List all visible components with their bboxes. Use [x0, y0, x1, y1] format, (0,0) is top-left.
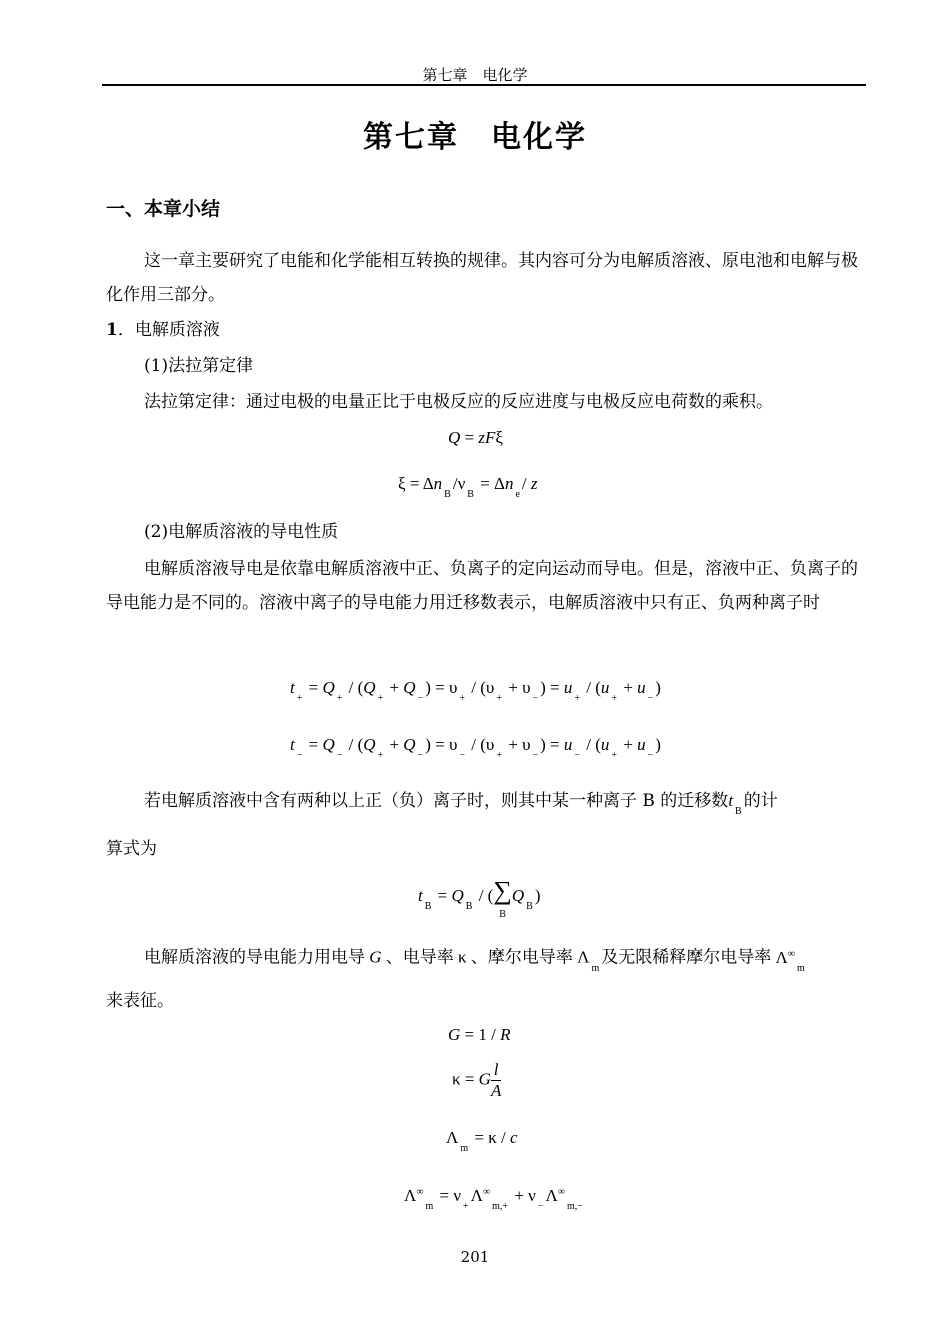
page-number: 201	[460, 1248, 490, 1266]
subsection-title-text: 电解质溶液	[134, 320, 220, 340]
equation-conductance: G = 1 / R	[448, 1025, 511, 1044]
conduction-paragraph: 电解质溶液导电是依靠电解质溶液中正、负离子的定向运动而导电。但是，溶液中正、负离子的导电能力是不同的。溶液中离子的导电能力用迁移数表示，电解质溶液中只有正、负两种离子时	[106, 559, 858, 613]
multi-ion-text-cont: 算式为	[106, 839, 157, 859]
header-rule	[102, 84, 866, 86]
conductance-text-a: 电解质溶液的导电能力用电导	[144, 947, 365, 968]
equation-t-plus: $t_+ = Q_+ / (Q_+ + Q_-) = \upsilon_+ / (\upsilon_+ + \upsilon_-) = u_+ / (u_+ + u_-)$	[290, 678, 661, 704]
equation-t-minus: $t_- = Q_- / (Q_+ + Q_-) = \upsilon_- / (\upsilon_+ + \upsilon_-) = u_- / (u_+ + u_-)$	[290, 735, 661, 761]
multi-ion-text-part1: 若电解质溶液中含有两种以上正（负）离子时，则其中某一种离子 B 的迁移数	[144, 791, 729, 811]
conductance-text-c: 、摩尔电导率	[470, 947, 573, 968]
equation-molar-conductivity: $\Lambda_m = \kappa / c$	[446, 1128, 518, 1154]
conductance-text-cont: 来表征。	[106, 991, 174, 1011]
running-header: 第七章 电化学	[422, 66, 528, 84]
multi-ion-text: 若电解质溶液中含有两种以上正（负）离子时，则其中某一种离子 B 的迁移数$t_B$的计	[144, 791, 778, 817]
conductance-text: 电解质溶液的导电能力用电导 G 、电导率 κ 、摩尔电导率 $\Lambda_m$及无限稀释摩尔电导率 $\Lambda^\infty_m$	[144, 947, 805, 974]
chapter-title: 第七章 电化学	[363, 120, 587, 155]
faraday-law-text: 法拉第定律：通过电极的电量正比于电极反应的反应进度与电极反应电荷数的乘积。	[144, 392, 773, 412]
part1-label: (1)法拉第定律	[144, 356, 254, 376]
equation-extent: $\xi = \Delta n_B/\nu_B = \Delta n_e/$ z	[398, 474, 538, 500]
intro-paragraph: 这一章主要研究了电能和化学能相互转换的规律。其内容可分为电解质溶液、原电池和电解与极化作用三部分。	[106, 251, 858, 305]
equation-conductivity: κ = G $\frac{l}{A}$	[452, 1060, 502, 1100]
part2-label: (2)电解质溶液的导电性质	[144, 522, 339, 542]
equation-t-b: $t_B = Q_B$ / (∑ $BQ_B$)	[418, 876, 541, 920]
conductance-text-b: 、电导率	[385, 947, 454, 968]
subsection-number: 1	[106, 320, 118, 340]
section-heading: 一、本章小结	[106, 198, 221, 220]
equation-faraday: Q = zFξ	[448, 428, 503, 447]
multi-ion-text-part2: 的计	[743, 791, 778, 811]
subsection-title: 1．电解质溶液	[106, 320, 220, 340]
equation-kohlrausch: $\Lambda^\infty_m = \nu_+\Lambda^\infty_{m,+} + \nu_-\Lambda^\infty_{m,-}$	[404, 1186, 583, 1212]
conductance-text-d: 及无限稀释摩尔电导率	[601, 947, 772, 968]
